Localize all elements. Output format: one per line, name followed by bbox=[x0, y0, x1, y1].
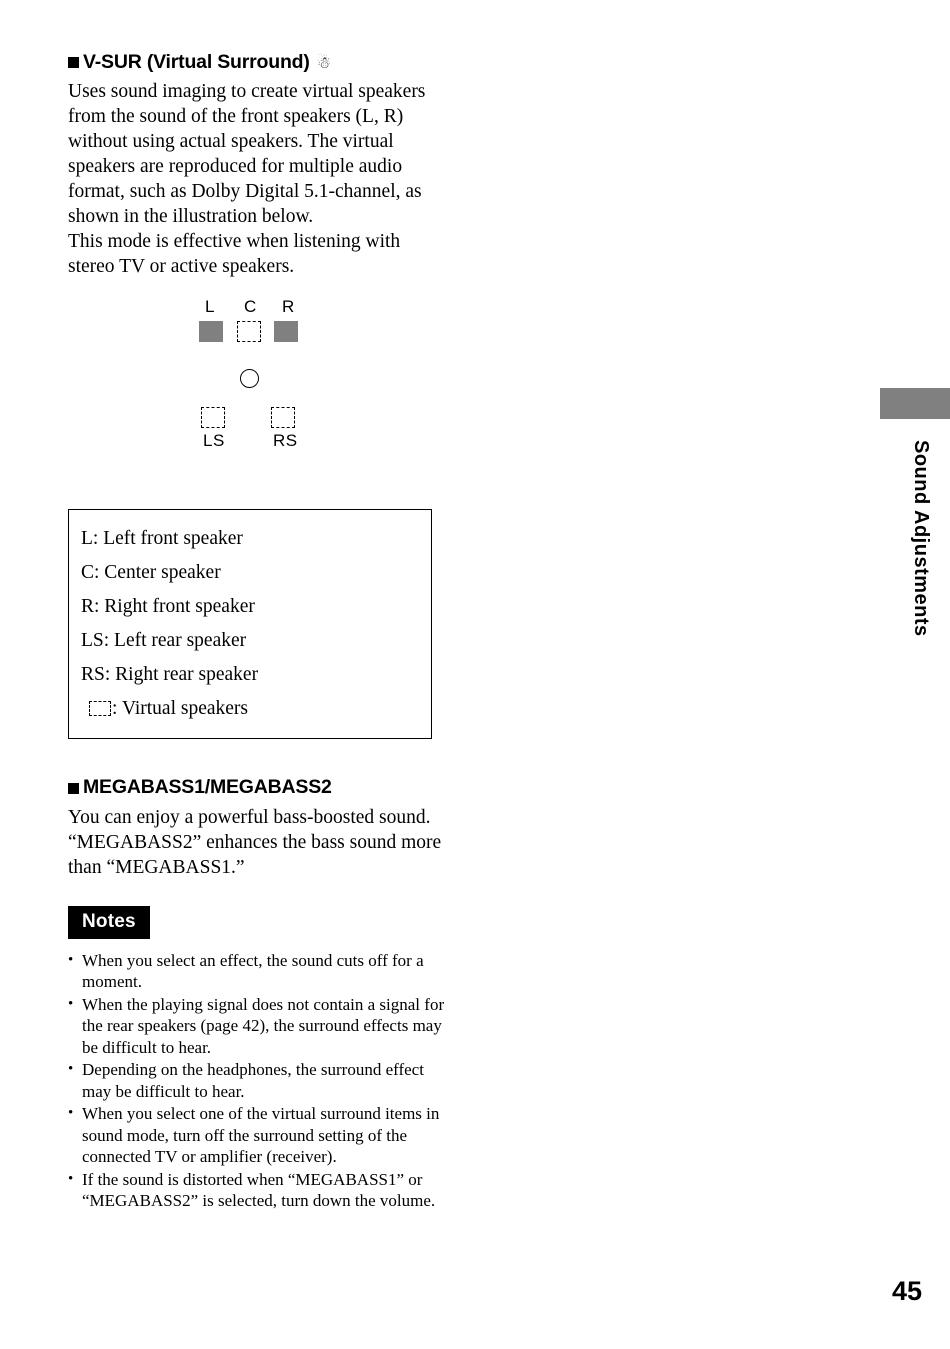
vsur-paragraph-2: This mode is effective when listening with stereo TV or active speakers. bbox=[68, 231, 401, 278]
page-number: 45 bbox=[891, 1276, 922, 1306]
square-bullet-icon bbox=[68, 57, 79, 68]
page-content-column bbox=[68, 52, 448, 1213]
legend-line: R: Right front speaker bbox=[81, 596, 255, 618]
diagram-speaker-r bbox=[274, 321, 298, 342]
section-heading-megabass bbox=[68, 777, 448, 798]
note-item: • When you select an effect, the sound cuts off for a moment. bbox=[68, 950, 446, 993]
speaker-icon: ☃ bbox=[316, 52, 331, 72]
note-item: • Depending on the headphones, the surround effect may be difficult to hear. bbox=[68, 1059, 446, 1102]
diagram-speaker-ls bbox=[201, 407, 225, 428]
virtual-speaker-swatch-icon bbox=[89, 701, 111, 716]
chapter-tab-marker bbox=[880, 388, 950, 419]
legend-line: RS: Right rear speaker bbox=[81, 664, 259, 686]
diagram-label-ls: LS bbox=[203, 431, 225, 451]
chapter-tab-label: Sound Adjustments bbox=[910, 440, 932, 637]
diagram-label-r: R bbox=[282, 297, 295, 317]
square-bullet-icon bbox=[68, 783, 79, 794]
diagram-speaker-l bbox=[199, 321, 223, 342]
legend-line-virtual bbox=[81, 692, 417, 726]
diagram-speaker-c bbox=[237, 321, 261, 342]
diagram-label-rs: RS bbox=[273, 431, 298, 451]
notes-list bbox=[68, 950, 446, 1212]
section-heading-megabass-text: MEGABASS1/MEGABASS2 bbox=[83, 776, 332, 799]
legend-line: L: Left front speaker bbox=[81, 528, 243, 550]
legend-box bbox=[68, 509, 432, 739]
note-item: • If the sound is distorted when “MEGABASS1” or “MEGABASS2” is selected, turn down the volume. bbox=[68, 1169, 446, 1212]
note-item: • When the playing signal does not contain a signal for the rear speakers (page 42), the surround effects may be difficult to hear. bbox=[68, 994, 446, 1059]
speaker-layout-diagram bbox=[68, 297, 448, 487]
notes-label: Notes bbox=[68, 906, 150, 939]
section-heading-vsur bbox=[68, 52, 448, 73]
vsur-paragraph-1: Uses sound imaging to create virtual speakers from the sound of the front speakers (L, R) without using actual speakers. The virtual speakers are reproduced for multiple audio format, such as Dolby Digital 5.1-channel, as shown in the illustration below. bbox=[68, 81, 426, 228]
diagram-listener-icon bbox=[240, 369, 259, 388]
diagram-label-l: L bbox=[205, 297, 215, 317]
diagram-label-c: C bbox=[244, 297, 257, 317]
legend-line: C: Center speaker bbox=[81, 562, 221, 584]
megabass-paragraph-2: “MEGABASS2” enhances the bass sound more than “MEGABASS1.” bbox=[68, 831, 442, 878]
section-heading-vsur-text: V-SUR (Virtual Surround) bbox=[83, 51, 310, 73]
diagram-speaker-rs bbox=[271, 407, 295, 428]
legend-line-virtual-text: : Virtual speakers bbox=[112, 698, 249, 720]
megabass-paragraph-1: You can enjoy a powerful bass-boosted sound. bbox=[68, 806, 431, 828]
note-item: • When you select one of the virtual surround items in sound mode, turn off the surround setting of the connected TV or amplifier (receiver). bbox=[68, 1103, 446, 1168]
legend-line: LS: Left rear speaker bbox=[81, 630, 247, 652]
